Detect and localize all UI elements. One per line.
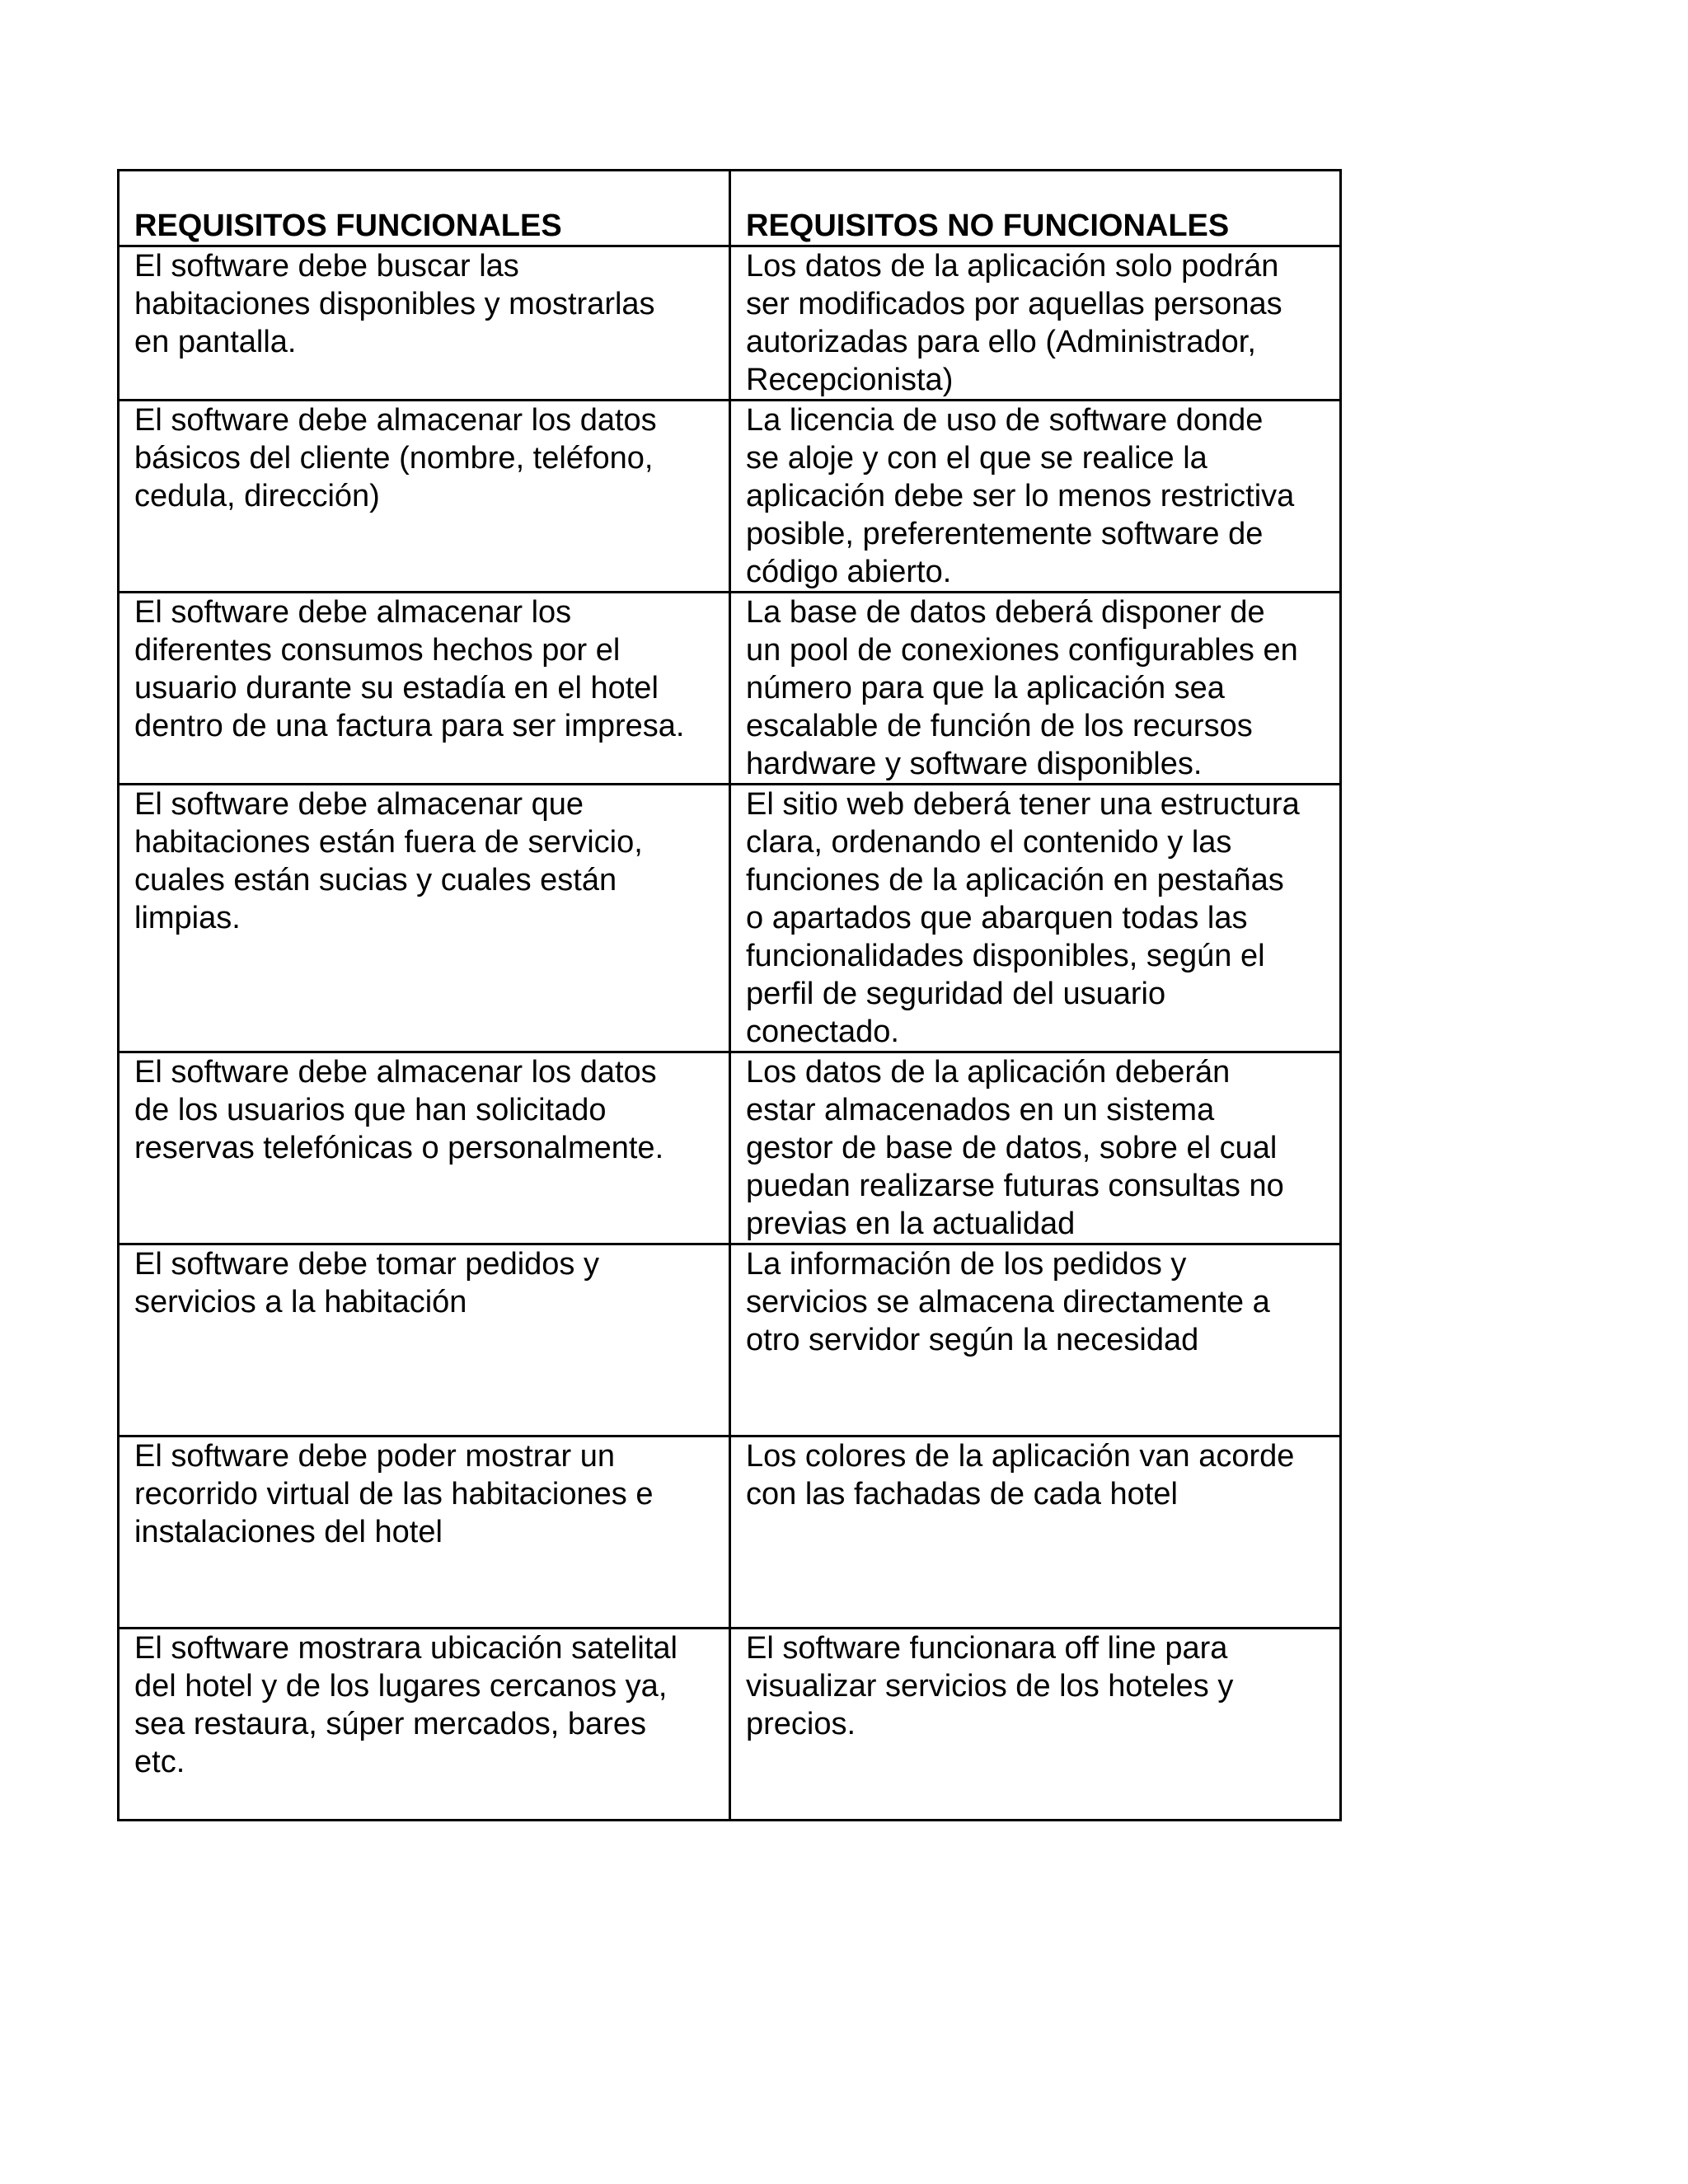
table-header-row <box>119 171 1341 246</box>
functional-requirement-cell: El software debe poder mostrar un recorrido virtual de las habitaciones e instalaciones del hotel <box>119 1436 730 1629</box>
table-row <box>119 593 1341 785</box>
table-row <box>119 1052 1341 1244</box>
functional-requirement-cell: El software debe almacenar los datos básicos del cliente (nombre, teléfono, cedula, dirección) <box>119 401 730 593</box>
header-non-functional: REQUISITOS NO FUNCIONALES <box>730 171 1341 246</box>
table-row <box>119 1244 1341 1436</box>
functional-requirement-cell: El software debe buscar las habitaciones disponibles y mostrarlas en pantalla. <box>119 246 730 401</box>
table-row <box>119 246 1341 401</box>
header-functional: REQUISITOS FUNCIONALES <box>119 171 730 246</box>
non-functional-requirement-cell: Los datos de la aplicación deberán estar almacenados en un sistema gestor de base de datos, sobre el cual puedan realizarse futuras consultas no previas en la actualidad <box>730 1052 1341 1244</box>
non-functional-requirement-cell: El sitio web deberá tener una estructura clara, ordenando el contenido y las funciones de la aplicación en pestañas o apartados que abarquen todas las funcionalidades disponibles, según el perfil de seguridad del usuario conectado. <box>730 785 1341 1052</box>
functional-requirement-cell: El software mostrara ubicación satelital del hotel y de los lugares cercanos ya, sea restaura, súper mercados, bares etc. <box>119 1629 730 1821</box>
non-functional-requirement-cell: Los datos de la aplicación solo podrán ser modificados por aquellas personas autorizadas para ello (Administrador, Recepcionista) <box>730 246 1341 401</box>
table-row <box>119 401 1341 593</box>
functional-requirement-cell: El software debe tomar pedidos y servicios a la habitación <box>119 1244 730 1436</box>
non-functional-requirement-cell: El software funcionara off line para visualizar servicios de los hoteles y precios. <box>730 1629 1341 1821</box>
functional-requirement-cell: El software debe almacenar los datos de los usuarios que han solicitado reservas telefónicas o personalmente. <box>119 1052 730 1244</box>
non-functional-requirement-cell: La licencia de uso de software donde se aloje y con el que se realice la aplicación debe ser lo menos restrictiva posible, preferentemente software de código abierto. <box>730 401 1341 593</box>
non-functional-requirement-cell: La base de datos deberá disponer de un pool de conexiones configurables en número para que la aplicación sea escalable de función de los recursos hardware y software disponibles. <box>730 593 1341 785</box>
table-row <box>119 1436 1341 1629</box>
functional-requirement-cell: El software debe almacenar que habitaciones están fuera de servicio, cuales están sucias y cuales están limpias. <box>119 785 730 1052</box>
functional-requirement-cell: El software debe almacenar los diferentes consumos hechos por el usuario durante su estadía en el hotel dentro de una factura para ser impresa. <box>119 593 730 785</box>
table-row <box>119 1629 1341 1821</box>
non-functional-requirement-cell: Los colores de la aplicación van acorde con las fachadas de cada hotel <box>730 1436 1341 1629</box>
table-row <box>119 785 1341 1052</box>
requirements-table <box>117 169 1342 1821</box>
non-functional-requirement-cell: La información de los pedidos y servicios se almacena directamente a otro servidor según la necesidad <box>730 1244 1341 1436</box>
